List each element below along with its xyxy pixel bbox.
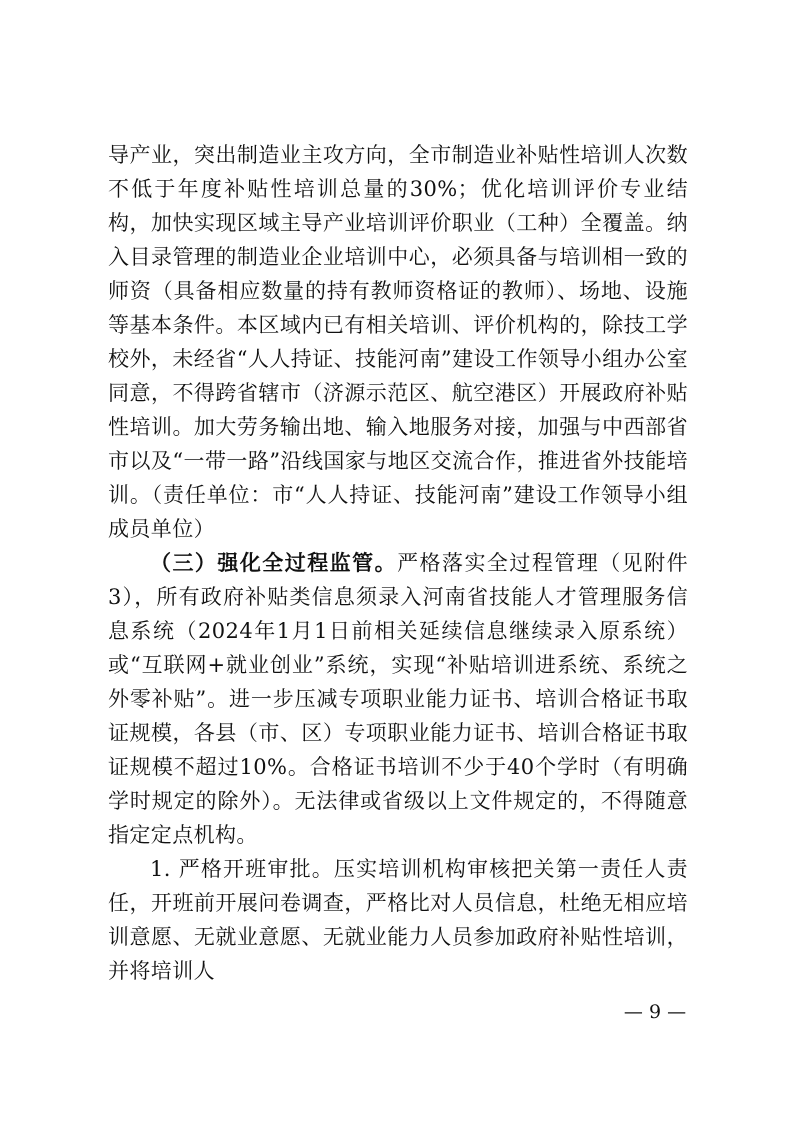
paragraph-item-1: 1. 严格开班审批。压实培训机构审核把关第一责任人责任，开班前开展问卷调查，严格比对人员信息，杜绝无相应培训意愿、无就业意愿、无就业能力人员参加政府补贴性培训，并将培训人 xyxy=(108,857,688,983)
section-3-body: 严格落实全过程管理（见附件3），所有政府补贴类信息须录入河南省技能人才管理服务信息系统（2024年1月1日前相关延续信息继续录入原系统）或“互联网+就业创业”系统，实现“补贴培训进系统、系统之外零补贴”。进一步压减专项职业能力证书、培训合格证书取证规模，各县（市、区）专项职业能力证书、培训合格证书取证规模不超过10%。合格证书培训不少于40个学时（有明确学时规定的除外）。无法律或省级以上文件规定的，不得随意指定定点机构。 xyxy=(108,551,689,847)
page-number: — 9 — xyxy=(623,1001,687,1023)
section-3-heading: （三）强化全过程监管。 xyxy=(150,550,398,575)
paragraph-section-3 xyxy=(108,546,688,852)
body-text xyxy=(108,138,688,988)
paragraph-1: 导产业，突出制造业主攻方向，全市制造业补贴性培训人次数不低于年度补贴性培训总量的30%；优化培训评价专业结构，加快实现区域主导产业培训评价职业（工种）全覆盖。纳入目录管理的制造业企业培训中心，必须具备与培训相一致的师资（具备相应数量的持有教师资格证的教师）、场地、设施等基本条件。本区域内已有相关培训、评价机构的，除技工学校外，未经省“人人持证、技能河南”建设工作领导小组办公室同意，不得跨省辖市（济源示范区、航空港区）开展政府补贴性培训。加大劳务输出地、输入地服务对接，加强与中西部省市以及“一带一路”沿线国家与地区交流合作，推进省外技能培训。（责任单位：市“人人持证、技能河南”建设工作领导小组成员单位） xyxy=(108,143,688,541)
